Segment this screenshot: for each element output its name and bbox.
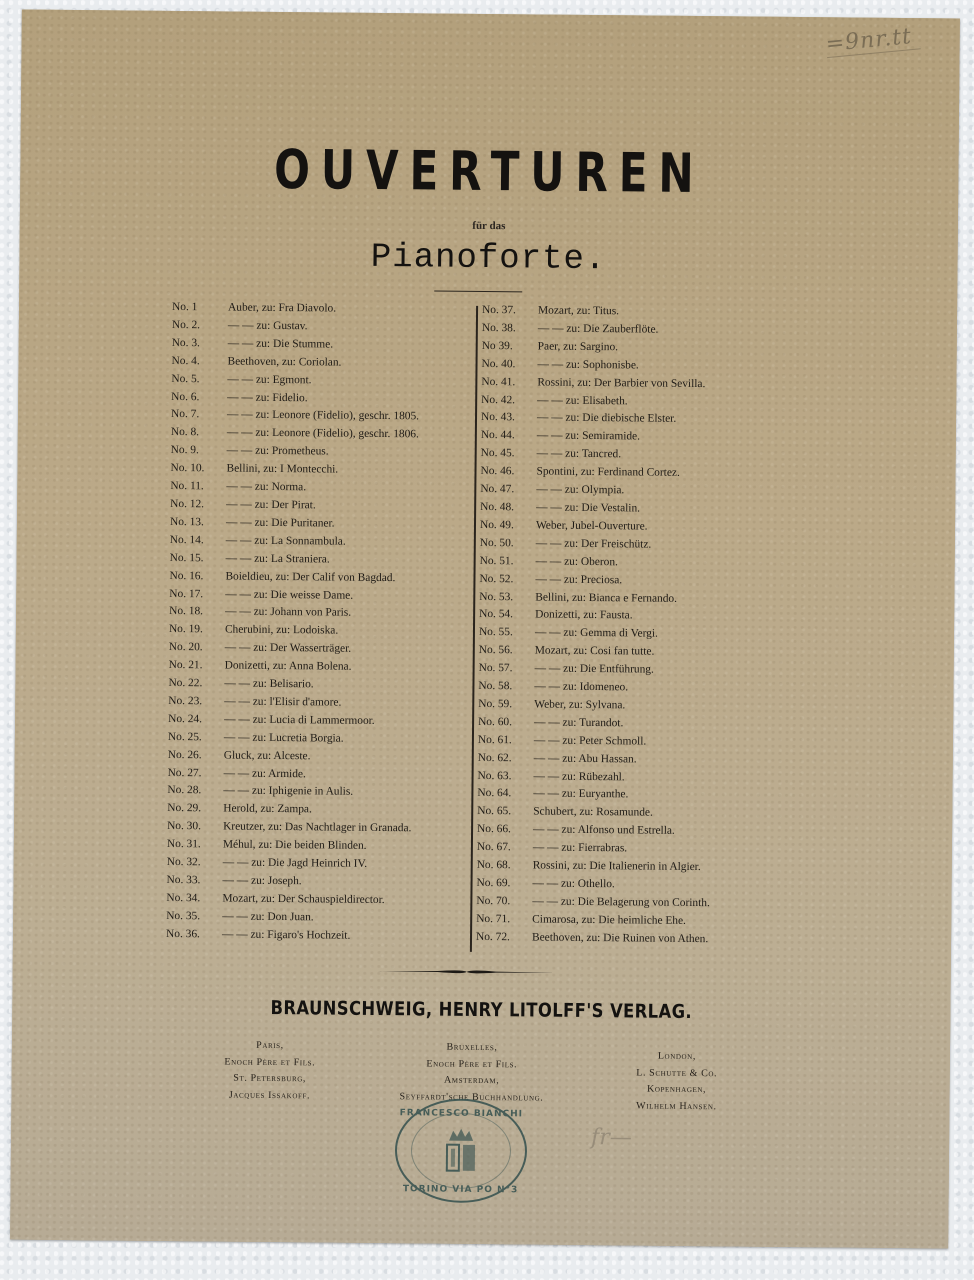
entry-title: Weber, zu: Sylvana. bbox=[534, 698, 626, 712]
agent-line: Amsterdam, bbox=[443, 1074, 500, 1087]
entry-title: — — zu: Die Jagd Heinrich IV. bbox=[222, 856, 368, 870]
entry-title: — — zu: Olympia. bbox=[536, 483, 625, 497]
subtitle-small: für das bbox=[472, 219, 506, 233]
entry-title: — — zu: Die Vestalin. bbox=[536, 501, 641, 515]
entry-number: No. 19. bbox=[168, 623, 203, 636]
agent-line: Enoch Père et Fils. bbox=[426, 1057, 518, 1070]
entry-title: — — zu: Belisario. bbox=[224, 677, 314, 691]
entry-number: No. 49. bbox=[479, 518, 514, 532]
pencil-price-mark: fr— bbox=[591, 1125, 632, 1151]
agent-line: Jacques Issakoff. bbox=[228, 1089, 311, 1101]
entry-title: Cherubini, zu: Lodoiska. bbox=[224, 623, 339, 637]
entry-number: No. 30. bbox=[167, 820, 202, 833]
entry-title: — — zu: Die weisse Dame. bbox=[225, 588, 354, 602]
entry-title: — — zu: Die diebische Elster. bbox=[536, 411, 677, 426]
entry-number: No. 24. bbox=[168, 712, 203, 726]
overture-entry bbox=[166, 926, 466, 947]
stamp-bottom-text: TORINO VIA PO N°3 bbox=[402, 1184, 519, 1196]
entry-number: No. 16. bbox=[169, 569, 204, 582]
entry-title: — — zu: Semiramide. bbox=[536, 429, 641, 443]
entry-number: No. 59. bbox=[478, 697, 513, 711]
entry-number: No. 25. bbox=[167, 730, 202, 744]
entry-number: No. 18. bbox=[169, 605, 204, 618]
agents-london bbox=[591, 1048, 762, 1116]
entry-number: No. 35. bbox=[166, 909, 201, 923]
entry-number: No. 13. bbox=[169, 515, 204, 529]
entry-number: No. 45. bbox=[480, 447, 515, 460]
entry-title: — — zu: Iphigenie in Aulis. bbox=[223, 784, 354, 799]
entry-number: No. 64. bbox=[477, 787, 512, 800]
entry-title: — — zu: Rübezahl. bbox=[533, 770, 625, 783]
title-divider bbox=[434, 290, 522, 292]
entry-title: Herold, zu: Zampa. bbox=[223, 802, 312, 816]
entry-title: Weber, Jubel-Ouverture. bbox=[535, 519, 648, 533]
entry-number: No. 61. bbox=[477, 733, 512, 747]
entry-number: No. 57. bbox=[478, 662, 513, 675]
entry-title: Mozart, zu: Cosi fan tutte. bbox=[534, 644, 655, 658]
entry-number: No. 11. bbox=[170, 480, 204, 493]
agent-line: Bruxelles, bbox=[446, 1041, 498, 1054]
entry-number: No. 2. bbox=[171, 318, 201, 332]
entry-title: — — zu: Der Pirat. bbox=[226, 498, 316, 512]
entry-title: Rossini, zu: Die Italienerin in Algier. bbox=[532, 859, 701, 874]
entry-title: — — zu: Lucia di Lammermoor. bbox=[224, 713, 375, 727]
entry-title: — — zu: Don Juan. bbox=[222, 910, 314, 924]
agents-bruxelles bbox=[371, 1039, 572, 1107]
entry-title: — — zu: Othello. bbox=[532, 877, 615, 891]
subtitle-main: Pianoforte. bbox=[370, 238, 607, 280]
entry-number: No. 8. bbox=[170, 426, 200, 439]
entry-title: Beethoven, zu: Die Ruinen von Athen. bbox=[531, 931, 709, 945]
entry-number: No. 72. bbox=[475, 930, 510, 943]
entry-number: No. 50. bbox=[479, 536, 514, 550]
entry-number: No. 1 bbox=[172, 300, 198, 314]
entry-number: No. 56. bbox=[478, 644, 513, 657]
agent-line: L. Schutte & Co. bbox=[636, 1066, 718, 1079]
entry-number: No. 29. bbox=[167, 802, 202, 815]
entry-title: — — zu: Figaro's Hochzeit. bbox=[222, 928, 351, 942]
entry-title: — — zu: Egmont. bbox=[227, 373, 312, 386]
agent-line: Paris, bbox=[256, 1039, 284, 1052]
entry-number: No. 71. bbox=[476, 912, 511, 926]
entry-title: — — zu: Oberon. bbox=[535, 555, 618, 568]
entry-number: No. 68. bbox=[476, 859, 511, 872]
entry-title: — — zu: Norma. bbox=[226, 480, 307, 494]
entry-title: Cimarosa, zu: Die heimliche Ehe. bbox=[532, 913, 687, 927]
entry-title: — — zu: Die Zauberflöte. bbox=[537, 322, 659, 336]
entry-title: — — zu: Die Stumme. bbox=[227, 337, 334, 351]
overture-list-left bbox=[166, 299, 472, 946]
entry-title: — — zu: Leonore (Fidelio), geschr. 1805. bbox=[226, 408, 420, 423]
entry-number: No. 52. bbox=[479, 572, 514, 585]
entry-number: No. 70. bbox=[476, 894, 511, 908]
entry-title: — — zu: Der Freischütz. bbox=[535, 537, 652, 551]
entry-number: No. 63. bbox=[477, 769, 512, 782]
overture-list-right bbox=[476, 302, 782, 949]
entry-number: No. 7. bbox=[170, 408, 200, 421]
entry-number: No. 23. bbox=[168, 694, 203, 708]
entry-number: No. 58. bbox=[478, 679, 513, 693]
entry-title: — — zu: Fierrabras. bbox=[532, 841, 628, 855]
entry-title: — — zu: Fidelio. bbox=[227, 391, 308, 404]
entry-title: Paer, zu: Sargino. bbox=[537, 340, 619, 354]
entry-number: No. 51. bbox=[479, 554, 514, 567]
entry-number: No. 32. bbox=[166, 856, 201, 869]
entry-title: — — zu: Armide. bbox=[223, 767, 306, 780]
entry-number: No. 26. bbox=[167, 748, 202, 761]
entry-number: No. 5. bbox=[171, 372, 200, 385]
entry-number: No. 4. bbox=[171, 354, 200, 367]
entry-title: — — zu: Alfonso und Estrella. bbox=[533, 823, 675, 838]
entry-title: — — zu: Prometheus. bbox=[226, 444, 329, 458]
entry-title: Donizetti, zu: Anna Bolena. bbox=[224, 659, 352, 673]
dealer-stamp bbox=[394, 1098, 527, 1203]
entry-title: — — zu: Tancred. bbox=[536, 447, 622, 461]
agent-line: Enoch Père et Fils. bbox=[224, 1056, 316, 1068]
entry-number: No. 10. bbox=[170, 462, 205, 475]
entry-number: No. 37. bbox=[482, 303, 516, 317]
entry-number: No. 40. bbox=[481, 357, 516, 370]
entry-title: — — zu: Johann von Paris. bbox=[225, 605, 352, 620]
entry-number: No. 27. bbox=[167, 766, 202, 779]
agent-line: London, bbox=[657, 1050, 697, 1063]
entry-number: No. 6. bbox=[171, 390, 200, 403]
entry-title: — — zu: Idomeneo. bbox=[534, 680, 629, 694]
entry-title: — — zu: Der Wasserträger. bbox=[224, 641, 352, 655]
entry-number: No. 34. bbox=[166, 891, 201, 905]
entry-number: No. 46. bbox=[480, 465, 515, 478]
entry-number: No. 48. bbox=[480, 500, 515, 514]
entry-number: No. 28. bbox=[167, 784, 202, 797]
publisher-name: BRAUNSCHWEIG, HENRY LITOLFF'S VERLAG. bbox=[270, 996, 693, 1024]
entry-number: No. 41. bbox=[481, 375, 516, 388]
page-title: OUVERTUREN bbox=[273, 137, 705, 206]
entry-number: No. 53. bbox=[479, 590, 514, 603]
entry-title: — — zu: La Sonnambula. bbox=[225, 534, 346, 548]
entry-number: No. 36. bbox=[166, 927, 200, 940]
entry-number: No. 22. bbox=[168, 676, 203, 690]
entry-title: — — zu: Joseph. bbox=[222, 874, 302, 888]
agent-line: Kopenhagen, bbox=[646, 1083, 707, 1096]
entry-number: No 39. bbox=[481, 339, 513, 353]
entry-title: — — zu: La Straniera. bbox=[225, 552, 330, 566]
entry-title: — — zu: Turandot. bbox=[534, 716, 624, 730]
entry-number: No. 12. bbox=[170, 497, 205, 511]
entry-title: — — zu: Lucretia Borgia. bbox=[223, 731, 344, 745]
entry-number: No. 54. bbox=[479, 608, 514, 621]
entry-title: — — zu: Elisabeth. bbox=[537, 394, 628, 407]
entry-title: Mozart, zu: Titus. bbox=[538, 304, 620, 318]
entry-title: — — zu: Peter Schmoll. bbox=[533, 734, 647, 748]
entry-title: Rossini, zu: Der Barbier von Sevilla. bbox=[537, 376, 706, 390]
entry-title: Auber, zu: Fra Diavolo. bbox=[228, 301, 337, 315]
entry-title: Boieldieu, zu: Der Calif von Bagdad. bbox=[225, 570, 396, 584]
sheet-music-cover bbox=[10, 10, 960, 1249]
entry-title: — — zu: Euryanthe. bbox=[533, 787, 629, 801]
entry-title: — — zu: Gemma di Vergi. bbox=[534, 626, 658, 640]
entry-title: — — zu: Abu Hassan. bbox=[533, 752, 637, 766]
entry-number: No. 55. bbox=[478, 626, 513, 639]
entry-number: No. 20. bbox=[168, 641, 203, 654]
entry-number: No. 66. bbox=[477, 823, 511, 836]
entry-title: — — zu: Gustav. bbox=[227, 319, 308, 333]
entry-title: Bellini, zu: Bianca e Fernando. bbox=[535, 590, 678, 605]
entry-number: No. 42. bbox=[481, 393, 516, 406]
entry-number: No. 15. bbox=[169, 551, 204, 564]
entry-title: — — zu: Die Entführung. bbox=[534, 662, 654, 676]
agent-line: St. Petersburg, bbox=[233, 1072, 307, 1085]
crown-crest-icon bbox=[441, 1127, 481, 1175]
entry-title: Beethoven, zu: Coriolan. bbox=[227, 355, 342, 369]
entry-number: No. 65. bbox=[477, 805, 512, 818]
entry-title: — — zu: Preciosa. bbox=[535, 573, 623, 586]
entry-number: No. 67. bbox=[476, 841, 511, 854]
entry-number: No. 62. bbox=[477, 751, 512, 764]
entry-number: No. 33. bbox=[166, 873, 201, 887]
entry-title: Bellini, zu: I Montecchi. bbox=[226, 462, 339, 476]
ornament-rule-icon bbox=[378, 968, 556, 976]
entry-number: No. 38. bbox=[481, 321, 516, 335]
agents-paris bbox=[189, 1037, 350, 1105]
entry-title: Spontini, zu: Ferdinand Cortez. bbox=[536, 465, 680, 480]
entry-number: No. 21. bbox=[168, 659, 203, 672]
agent-line: Wilhelm Hansen. bbox=[636, 1099, 717, 1112]
entry-title: Kreutzer, zu: Das Nachtlager in Granada. bbox=[223, 820, 412, 835]
entry-title: Schubert, zu: Rosamunde. bbox=[533, 805, 653, 819]
entry-number: No. 43. bbox=[480, 411, 515, 424]
entry-title: — — zu: Die Belagerung von Corinth. bbox=[532, 895, 710, 910]
entry-title: — — zu: Sophonisbe. bbox=[537, 358, 639, 372]
stamp-top-text: FRANCESCO BIANCHI bbox=[399, 1108, 524, 1120]
entry-title: — — zu: Die Puritaner. bbox=[225, 516, 335, 530]
entry-number: No. 60. bbox=[478, 715, 513, 729]
entry-number: No. 9. bbox=[170, 444, 199, 457]
entry-number: No. 17. bbox=[169, 587, 204, 600]
agent-line: Seyffardt'sche Buchhandlung. bbox=[399, 1090, 544, 1104]
entry-number: No. 14. bbox=[169, 533, 204, 547]
entry-title: Méhul, zu: Die beiden Blinden. bbox=[222, 838, 367, 853]
entry-number: No. 69. bbox=[476, 876, 511, 890]
entry-title: Gluck, zu: Alceste. bbox=[223, 749, 311, 762]
entry-title: Mozart, zu: Der Schauspieldirector. bbox=[222, 892, 385, 906]
entry-number: No. 31. bbox=[166, 838, 201, 851]
entry-number: No. 3. bbox=[171, 336, 200, 350]
handwritten-note: =9nr.tt bbox=[824, 23, 920, 58]
overture-entry bbox=[476, 929, 776, 950]
entry-title: Donizetti, zu: Fausta. bbox=[535, 608, 633, 622]
entry-title: — — zu: Leonore (Fidelio), geschr. 1806. bbox=[226, 426, 419, 441]
entry-number: No. 44. bbox=[480, 429, 515, 442]
entry-title: — — zu: l'Elisir d'amore. bbox=[224, 695, 342, 709]
entry-number: No. 47. bbox=[480, 483, 515, 496]
